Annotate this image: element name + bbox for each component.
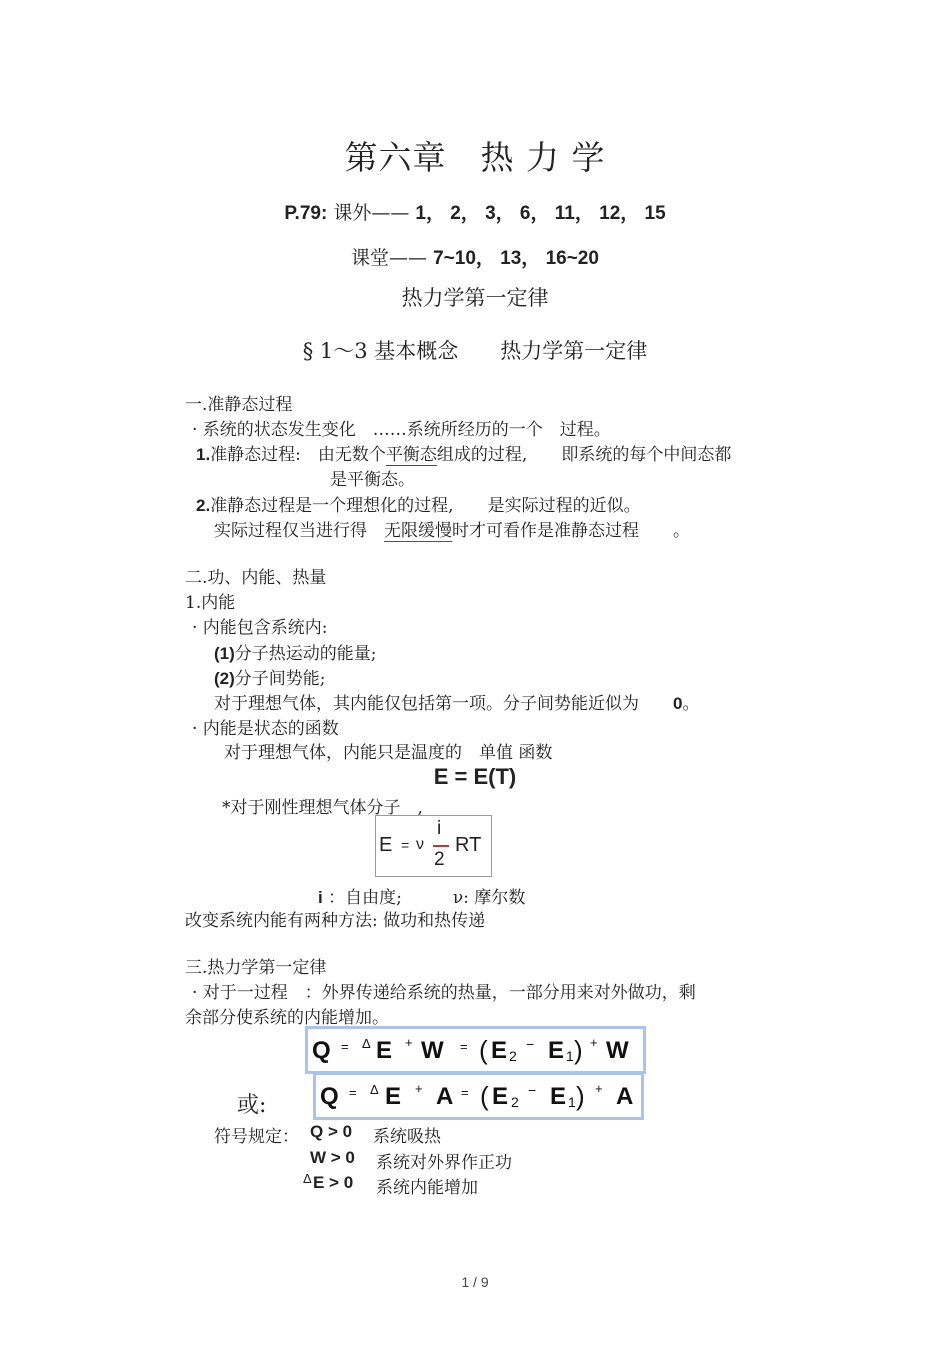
s2-point1-text: 分子热运动的能量; <box>234 644 377 664</box>
eq2-denominator: 2 <box>434 849 445 870</box>
eqB-lparen: ( <box>480 1081 489 1111</box>
eqB-sub2: 2 <box>511 1094 519 1110</box>
s2-note-end: 。 <box>682 694 700 714</box>
s1-heading: 一.准静态过程 <box>185 395 293 415</box>
s2-sub1: 1.内能 <box>185 593 236 613</box>
eqA-plus: + <box>405 1035 413 1050</box>
eqA-Q: Q <box>312 1037 331 1064</box>
s2-point1 <box>214 639 377 664</box>
equation-box-first-law-W <box>305 1026 646 1074</box>
assignment-line-2 <box>0 243 950 270</box>
sign3-text: 系统内能增加 <box>376 1178 478 1198</box>
eqA-minus: − <box>526 1036 535 1052</box>
assignment-numbers-class: 7~10， 13， 16~20 <box>433 248 599 269</box>
eqB-plus: + <box>415 1081 423 1096</box>
sign-label: 符号规定： <box>214 1127 299 1147</box>
eqB-E: E <box>385 1083 402 1110</box>
s2-point2 <box>214 664 326 689</box>
s3-bullet1: · 对于一过程 ：外界传递给系统的热量，一部分用来对外做功，剩 <box>192 983 696 1003</box>
sign3-delta: Δ <box>303 1171 312 1186</box>
eqA-sub2: 2 <box>509 1048 517 1064</box>
s1-item2b-underlined: 无限缓慢 <box>384 521 452 541</box>
eqA-E2: E <box>491 1037 508 1064</box>
s2-note <box>214 689 699 714</box>
s3-bullet1-cont: 余部分使系统的内能增加。 <box>185 1008 389 1028</box>
eqA-equals: = <box>341 1039 349 1054</box>
s2-methods: 改变系统内能有两种方法: 做功和热传递 <box>185 911 486 931</box>
eqB-Q: Q <box>320 1083 339 1110</box>
s1-item1-text-b: 组成的过程, 即系统的每个中间态都 <box>436 445 732 465</box>
sign3-condition: E > 0 <box>313 1173 354 1192</box>
eqB-equals2: = <box>461 1085 469 1100</box>
section-heading: § 1～3 基本概念 热力学第一定律 <box>302 339 648 363</box>
equation-box-first-law-A <box>313 1072 644 1120</box>
s2-bullet2: · 内能是状态的函数 <box>192 719 339 739</box>
eq2-numerator: i <box>437 818 442 839</box>
equation-box-internal-energy <box>375 815 492 877</box>
eqB-E1: E <box>550 1083 567 1110</box>
fraction-bar <box>433 845 449 847</box>
s1-item1-cont: 是平衡态。 <box>330 470 415 490</box>
eqB-A2: A <box>616 1083 634 1110</box>
eq2-E: E <box>379 834 393 856</box>
s2-dof-i: i <box>318 888 323 907</box>
eqA-E: E <box>376 1037 393 1064</box>
eq2-RT: RT <box>455 834 482 856</box>
eqA-lparen: ( <box>479 1035 488 1065</box>
equation-energy-temperature: E = E(T) <box>433 764 517 789</box>
s3-heading: 三.热力学第一定律 <box>185 958 327 978</box>
assignment-line-1 <box>0 198 950 225</box>
eqA-sub1: 1 <box>566 1048 574 1064</box>
s1-item1-text-a: 准静态过程: 由无数个 <box>210 445 386 465</box>
s1-item2b-text-b: 时才可看作是准静态过程 。 <box>452 521 690 541</box>
s2-bullet1: · 内能包含系统内: <box>192 618 328 638</box>
page-ref: P.79: <box>284 203 328 224</box>
s2-note-zero: 0 <box>673 694 683 713</box>
s2-dof <box>318 883 525 908</box>
s2-func: 对于理想气体，内能只是温度的 单值 函数 <box>224 743 553 763</box>
s1-bullet: · 系统的状态发生变化 ……系统所经历的一个 过程。 <box>192 420 611 440</box>
s1-item1-num: 1. <box>196 445 211 464</box>
eqA-plus2: + <box>590 1035 598 1050</box>
eqB-delta: Δ <box>370 1082 379 1097</box>
eqA-E1: E <box>548 1037 565 1064</box>
eqB-E2: E <box>492 1083 509 1110</box>
page-number: 1 / 9 <box>461 1274 489 1290</box>
s2-heading: 二.功、内能、热量 <box>185 568 327 588</box>
eqA-W: W <box>421 1037 444 1064</box>
s1-item2-cont <box>214 516 690 541</box>
s2-point1-num: (1) <box>214 644 235 663</box>
eq2-equals: = <box>401 837 410 853</box>
sign2-condition: W > 0 <box>310 1148 355 1167</box>
s2-point2-num: (2) <box>214 669 235 688</box>
s2-rigid: *对于刚性理想气体分子 , <box>222 798 423 818</box>
eqA-delta: Δ <box>362 1036 371 1051</box>
assignment-numbers-homework: 1， 2， 3， 6， 11， 12， 15 <box>415 203 666 224</box>
eq2-nu: ν <box>416 836 424 853</box>
or-label: 或: <box>237 1093 267 1118</box>
eqB-sub1: 1 <box>568 1094 576 1110</box>
eqA-equals2: = <box>460 1039 468 1054</box>
s2-dof-text: ：自由度; ν: 摩尔数 <box>328 888 526 908</box>
s2-note-text: 对于理想气体，其内能仅包括第一项。分子间势能近似为 <box>214 694 673 714</box>
sign1-condition: Q > 0 <box>310 1122 353 1141</box>
sign1-text: 系统吸热 <box>373 1127 441 1147</box>
eqA-rparen: ) <box>574 1035 583 1065</box>
eqB-A: A <box>436 1083 454 1110</box>
eqB-rparen: ) <box>576 1081 585 1111</box>
eqB-minus: − <box>528 1082 537 1098</box>
eqA-W2: W <box>606 1037 629 1064</box>
s1-item2-num: 2. <box>196 496 211 515</box>
s1-item2-text: 准静态过程是一个理想化的过程, 是实际过程的近似。 <box>210 496 641 516</box>
s1-item2b-text-a: 实际过程仅当进行得 <box>214 521 384 541</box>
s1-item2 <box>196 491 641 516</box>
eqB-equals: = <box>349 1085 357 1100</box>
assignment-label-class: 课堂—— <box>351 247 428 269</box>
subtitle: 热力学第一定律 <box>401 286 549 310</box>
s1-item1-underlined: 平衡态 <box>385 445 437 465</box>
sign2-text: 系统对外界作正功 <box>376 1153 512 1173</box>
s2-point2-text: 分子间势能; <box>234 669 326 689</box>
eqB-plus2: + <box>595 1081 603 1096</box>
assignment-label-homework: 课外—— <box>333 202 410 224</box>
s1-item1 <box>196 440 731 465</box>
page-title: 第六章 热 力 学 <box>344 138 606 177</box>
